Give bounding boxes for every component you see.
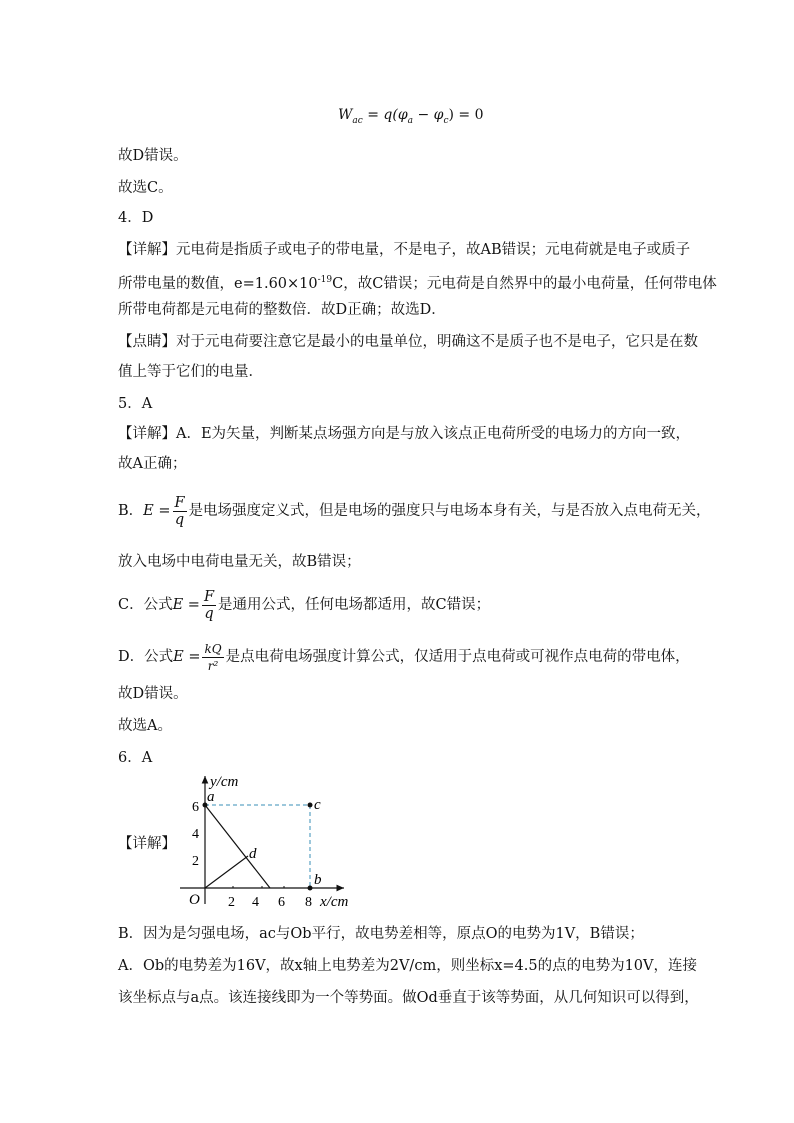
question-number: 6．A [118,750,153,766]
text-line: 故A正确； [118,456,187,472]
point-a-label: a [207,789,215,805]
text-line: 故D错误。 [118,686,188,702]
text-line: 【点睛】对于元电荷要注意它是最小的电量单位，明确这不是质子也不是电子，它只是在数 [118,334,698,350]
text-line: B．因为是匀强电场，ac与Ob平行，故电势差相等，原点O的电势为1V，B错误； [118,926,644,942]
coordinate-figure [172,770,362,912]
fraction-f-over-q: $\frac{F}{q}$ [203,588,215,622]
question-number: 4．D [118,210,154,226]
line-o-to-d [205,856,248,888]
fraction-kq-over-r2: $\frac{kQ}{\text{r²}}$ [204,641,222,673]
y-axis-label-text: y/cm [210,774,239,790]
text-line: 【详解】A．E为矢量，判断某点场强方向是与放入该点正电荷所受的电场力的方向一致， [118,426,691,442]
text-line: 所带电荷都是元电荷的整数倍．故D正确；故选D． [118,302,446,318]
fraction-f-over-q: $\frac{F}{q}$ [174,494,185,528]
text-line: B．E = $\frac{F}{q}$ 是电场强度定义式，但是电场的强度只与电场本身有关，与是否放入点电荷无关， [118,494,711,528]
formula-wac: $W_{ac} = q(\varphi_a - \varphi_c) = 0$ [338,107,484,126]
text-line: C．公式E = $\frac{F}{q}$ 是通用公式，任何电场都适用，故C错误； [118,588,491,622]
text-line: 故选A。 [118,718,172,734]
point-c [308,803,313,808]
question-number: 5．A [118,396,153,412]
point-b-label: b [314,872,322,888]
x-tick-label: 4 [252,895,259,910]
text-line: 【详解】 [118,836,176,852]
x-tick-label: 6 [278,895,285,910]
text-line: 该坐标点与a点。该连接线即为一个等势面。做Od垂直于该等势面，从几何知识可以得到， [118,990,699,1006]
y-tick-label: 6 [192,800,199,815]
text-line: A．Ob的电势差为16V，故x轴上电势差为2V/cm，则坐标x=4.5的点的电势为10V，连接 [118,958,697,974]
x-tick-label: 2 [228,895,235,910]
text-line: 值上等于它们的电量． [118,364,263,380]
y-tick-label: 2 [192,854,199,869]
origin-label: O [189,892,200,908]
y-axis-label [208,774,238,790]
text-line: D．公式E = $\frac{kQ}{\text{r²}}$ 是点电荷电场强度计算公式，仅适用于点电荷或可视作点电荷的带电体， [118,641,690,673]
y-tick-label: 4 [192,827,199,842]
x-axis-label: x/cm [320,894,349,910]
x-tick-label: 8 [305,895,312,910]
text-line: 故选C。 [118,180,173,196]
point-b [308,886,313,891]
text-line: 故D错误。 [118,148,188,164]
line-a-to-x45 [205,805,270,888]
text-line: 放入电场中电荷电量无关，故B错误； [118,554,361,570]
point-d-label: d [249,846,257,862]
text-line: 所带电量的数值，$e=1.60\times 10^{-19}C$，故C错误；元电荷是自然界中的最小电荷量，任何带电体 [118,275,717,292]
point-c-label: c [314,797,321,813]
text-line: 【详解】元电荷是指质子或电子的带电量，不是电子，故AB错误；元电荷就是电子或质子 [118,242,691,258]
